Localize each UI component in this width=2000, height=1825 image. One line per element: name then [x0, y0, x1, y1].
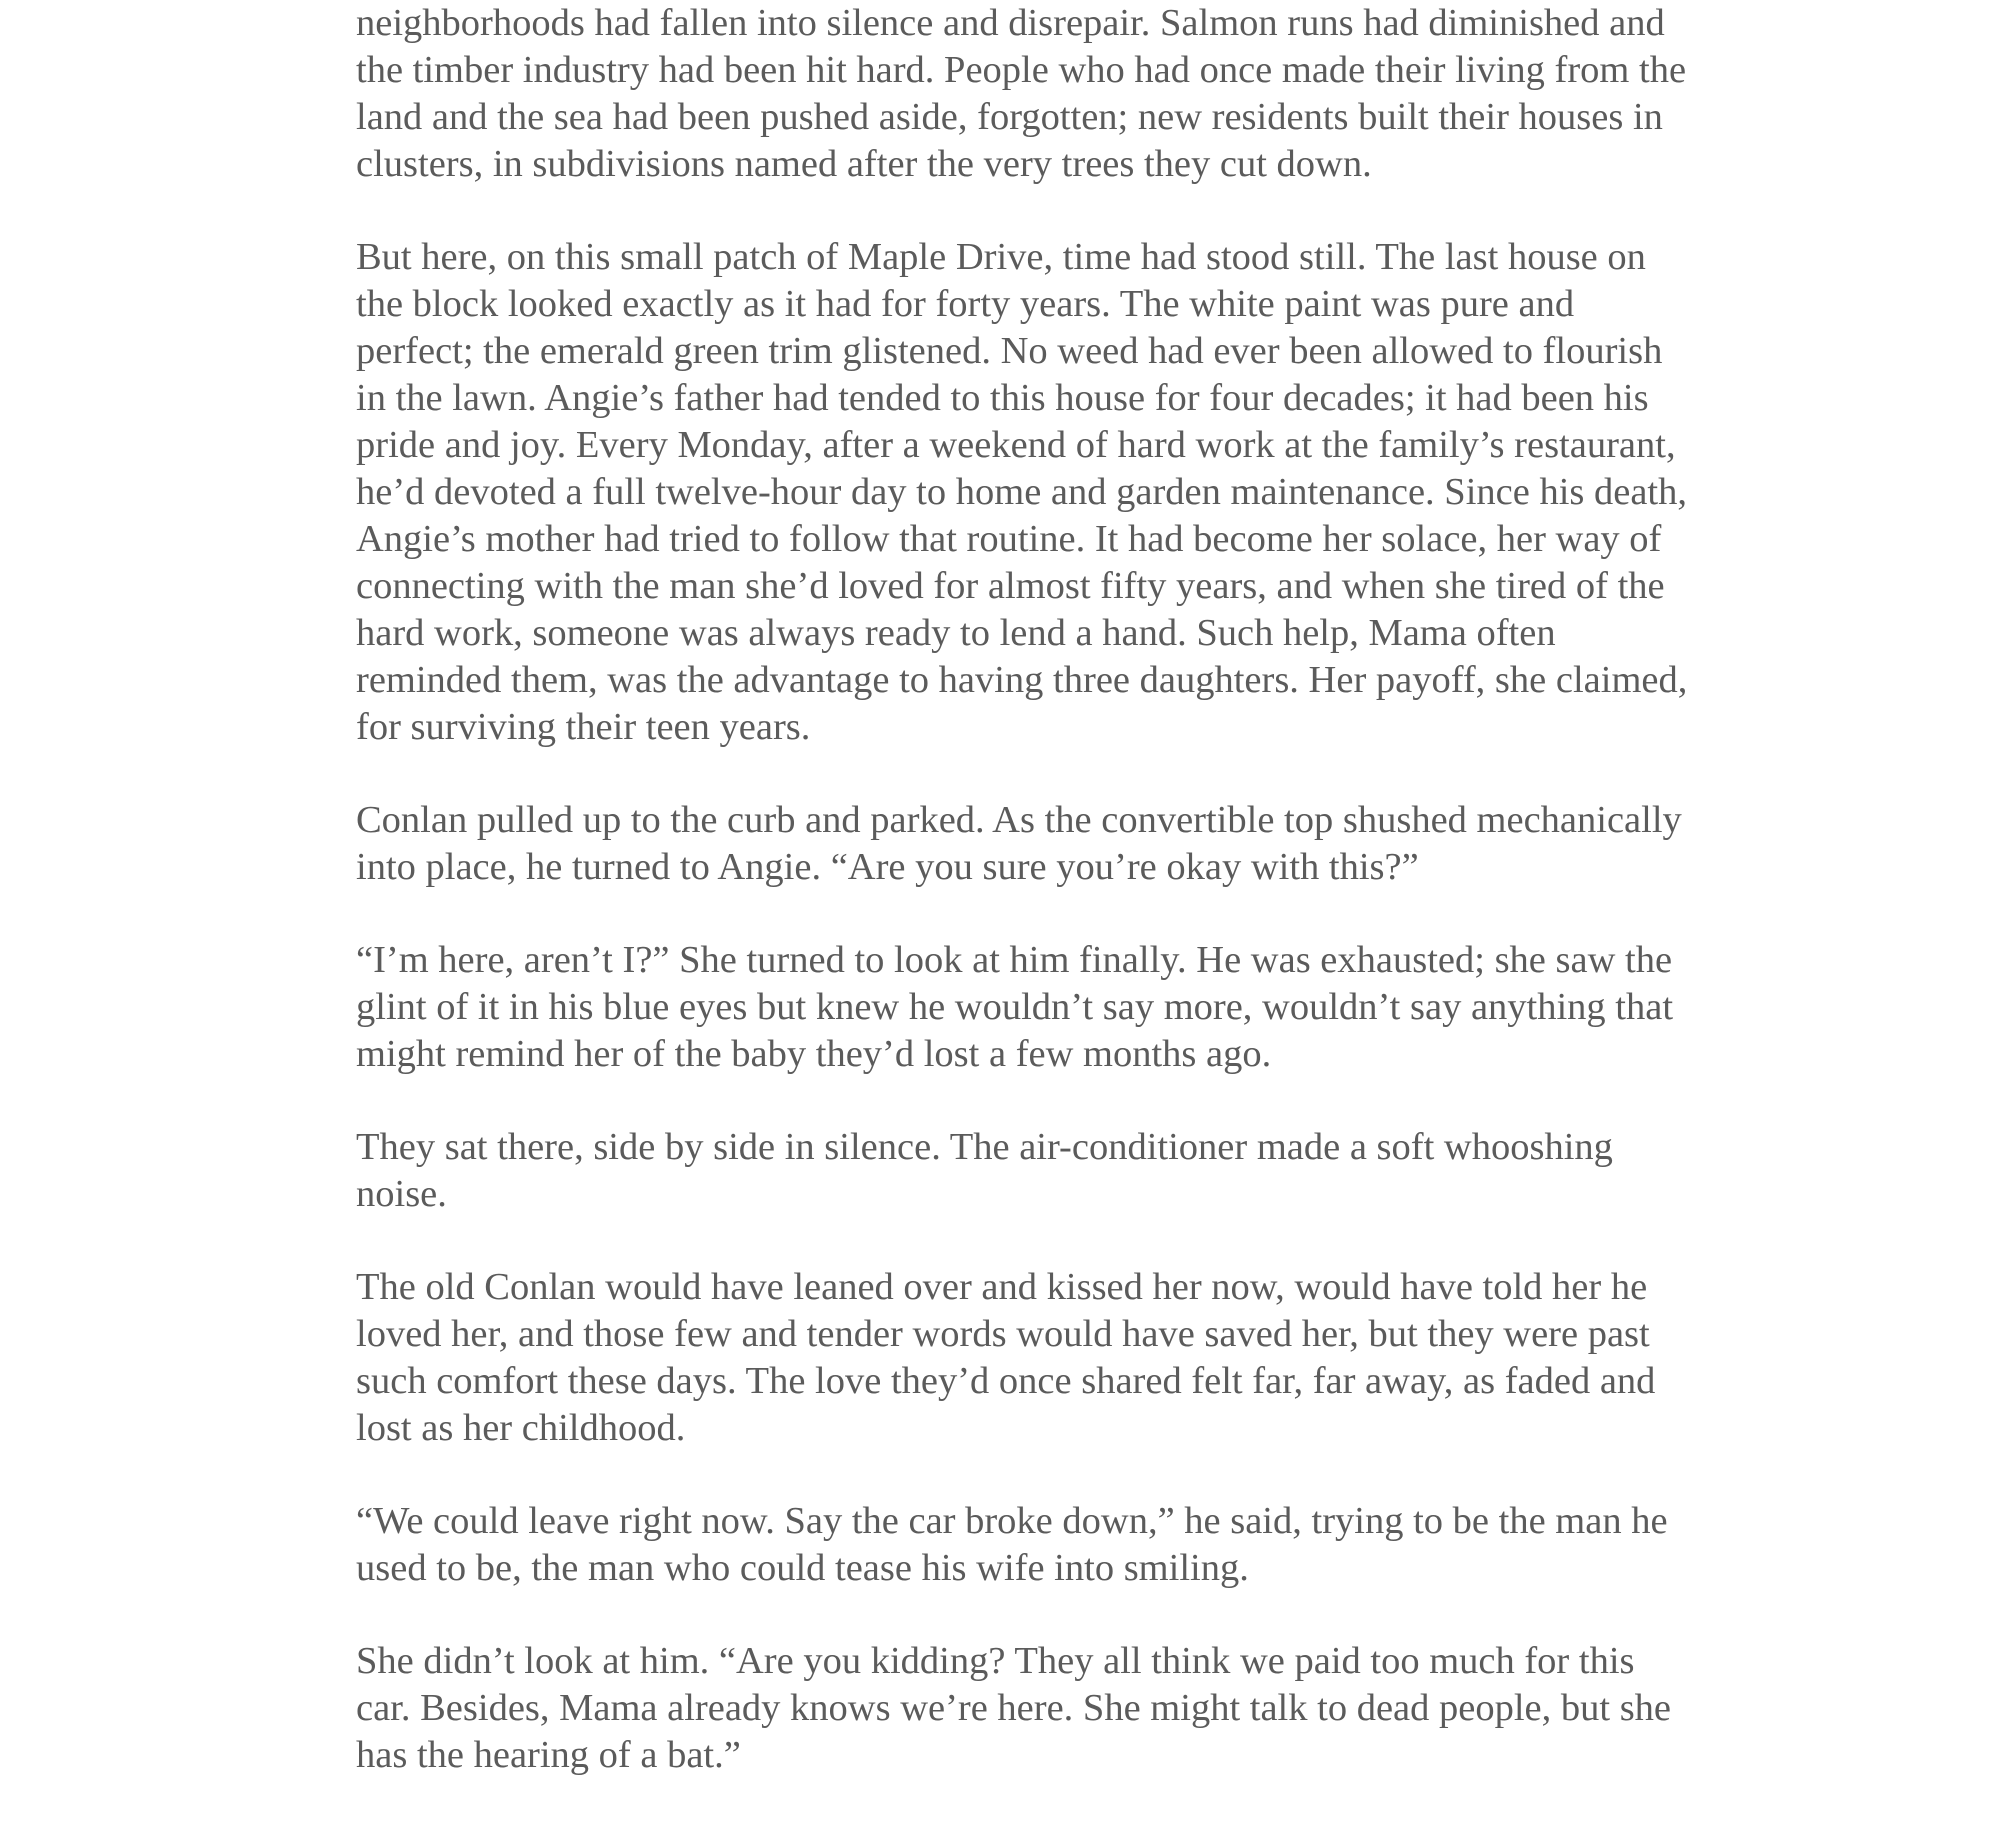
text-line: pride and joy. Every Monday, after a weekend of hard work at the family’s restaurant,: [356, 424, 1676, 466]
text-line: for surviving their teen years.: [356, 706, 811, 748]
text-line: reminded them, was the advantage to having three daughters. Her payoff, she claimed,: [356, 659, 1688, 701]
paragraph-7: [356, 1498, 1676, 1592]
text-line: hard work, someone was always ready to lend a hand. Such help, Mama often: [356, 612, 1556, 654]
text-line: into place, he turned to Angie. “Are you sure you’re okay with this?”: [356, 846, 1419, 888]
paragraph-3: [356, 797, 1682, 891]
text-line: The old Conlan would have leaned over and kissed her now, would have told her he: [356, 1266, 1648, 1308]
text-line: in the lawn. Angie’s father had tended to this house for four decades; it had been his: [356, 377, 1649, 419]
text-line: noise.: [356, 1173, 447, 1215]
text-line: perfect; the emerald green trim glistened. No weed had ever been allowed to flourish: [356, 330, 1663, 372]
paragraph-6: [356, 1264, 1676, 1452]
text-line: he’d devoted a full twelve-hour day to home and garden maintenance. Since his death,: [356, 471, 1687, 513]
paragraph-2: [356, 234, 1688, 751]
text-line: lost as her childhood.: [356, 1407, 686, 1449]
text-line: neighborhoods had fallen into silence and disrepair. Salmon runs had diminished and: [356, 2, 1665, 44]
text-line: Angie’s mother had tried to follow that routine. It had become her solace, her way of: [356, 518, 1662, 560]
text-line: But here, on this small patch of Maple Drive, time had stood still. The last house on: [356, 236, 1646, 278]
paragraph-5: [356, 1124, 1676, 1218]
paragraph-1: [356, 0, 1687, 188]
text-line: clusters, in subdivisions named after the very trees they cut down.: [356, 143, 1372, 185]
document-body: [356, 0, 1688, 1825]
text-line: connecting with the man she’d loved for almost fifty years, and when she tired of the: [356, 565, 1665, 607]
text-line: the block looked exactly as it had for forty years. The white paint was pure and: [356, 283, 1575, 325]
text-line: such comfort these days. The love they’d once shared felt far, far away, as faded and: [356, 1360, 1656, 1402]
text-line: loved her, and those few and tender words would have saved her, but they were past: [356, 1313, 1650, 1355]
text-line: has the hearing of a bat.”: [356, 1734, 741, 1776]
text-line: land and the sea had been pushed aside, forgotten; new residents built their houses in: [356, 96, 1663, 138]
text-line: glint of it in his blue eyes but knew he wouldn’t say more, wouldn’t say anything that: [356, 986, 1674, 1028]
text-line: car. Besides, Mama already knows we’re here. She might talk to dead people, but she: [356, 1687, 1672, 1729]
text-line: She didn’t look at him. “Are you kidding? They all think we paid too much for this: [356, 1640, 1635, 1682]
text-line: the timber industry had been hit hard. People who had once made their living from the: [356, 49, 1687, 91]
text-line: used to be, the man who could tease his wife into smiling.: [356, 1547, 1249, 1589]
paragraph-4: [356, 937, 1676, 1078]
text-line: Conlan pulled up to the curb and parked. As the convertible top shushed mechanically: [356, 799, 1682, 841]
text-line: “We could leave right now. Say the car broke down,” he said, trying to be the man he: [356, 1500, 1668, 1542]
text-line: might remind her of the baby they’d lost a few months ago.: [356, 1033, 1272, 1075]
paragraph-8: [356, 1638, 1676, 1779]
text-line: They sat there, side by side in silence. The air-conditioner made a soft whooshing: [356, 1126, 1613, 1168]
text-line: “I’m here, aren’t I?” She turned to look at him finally. He was exhausted; she saw the: [356, 939, 1673, 981]
